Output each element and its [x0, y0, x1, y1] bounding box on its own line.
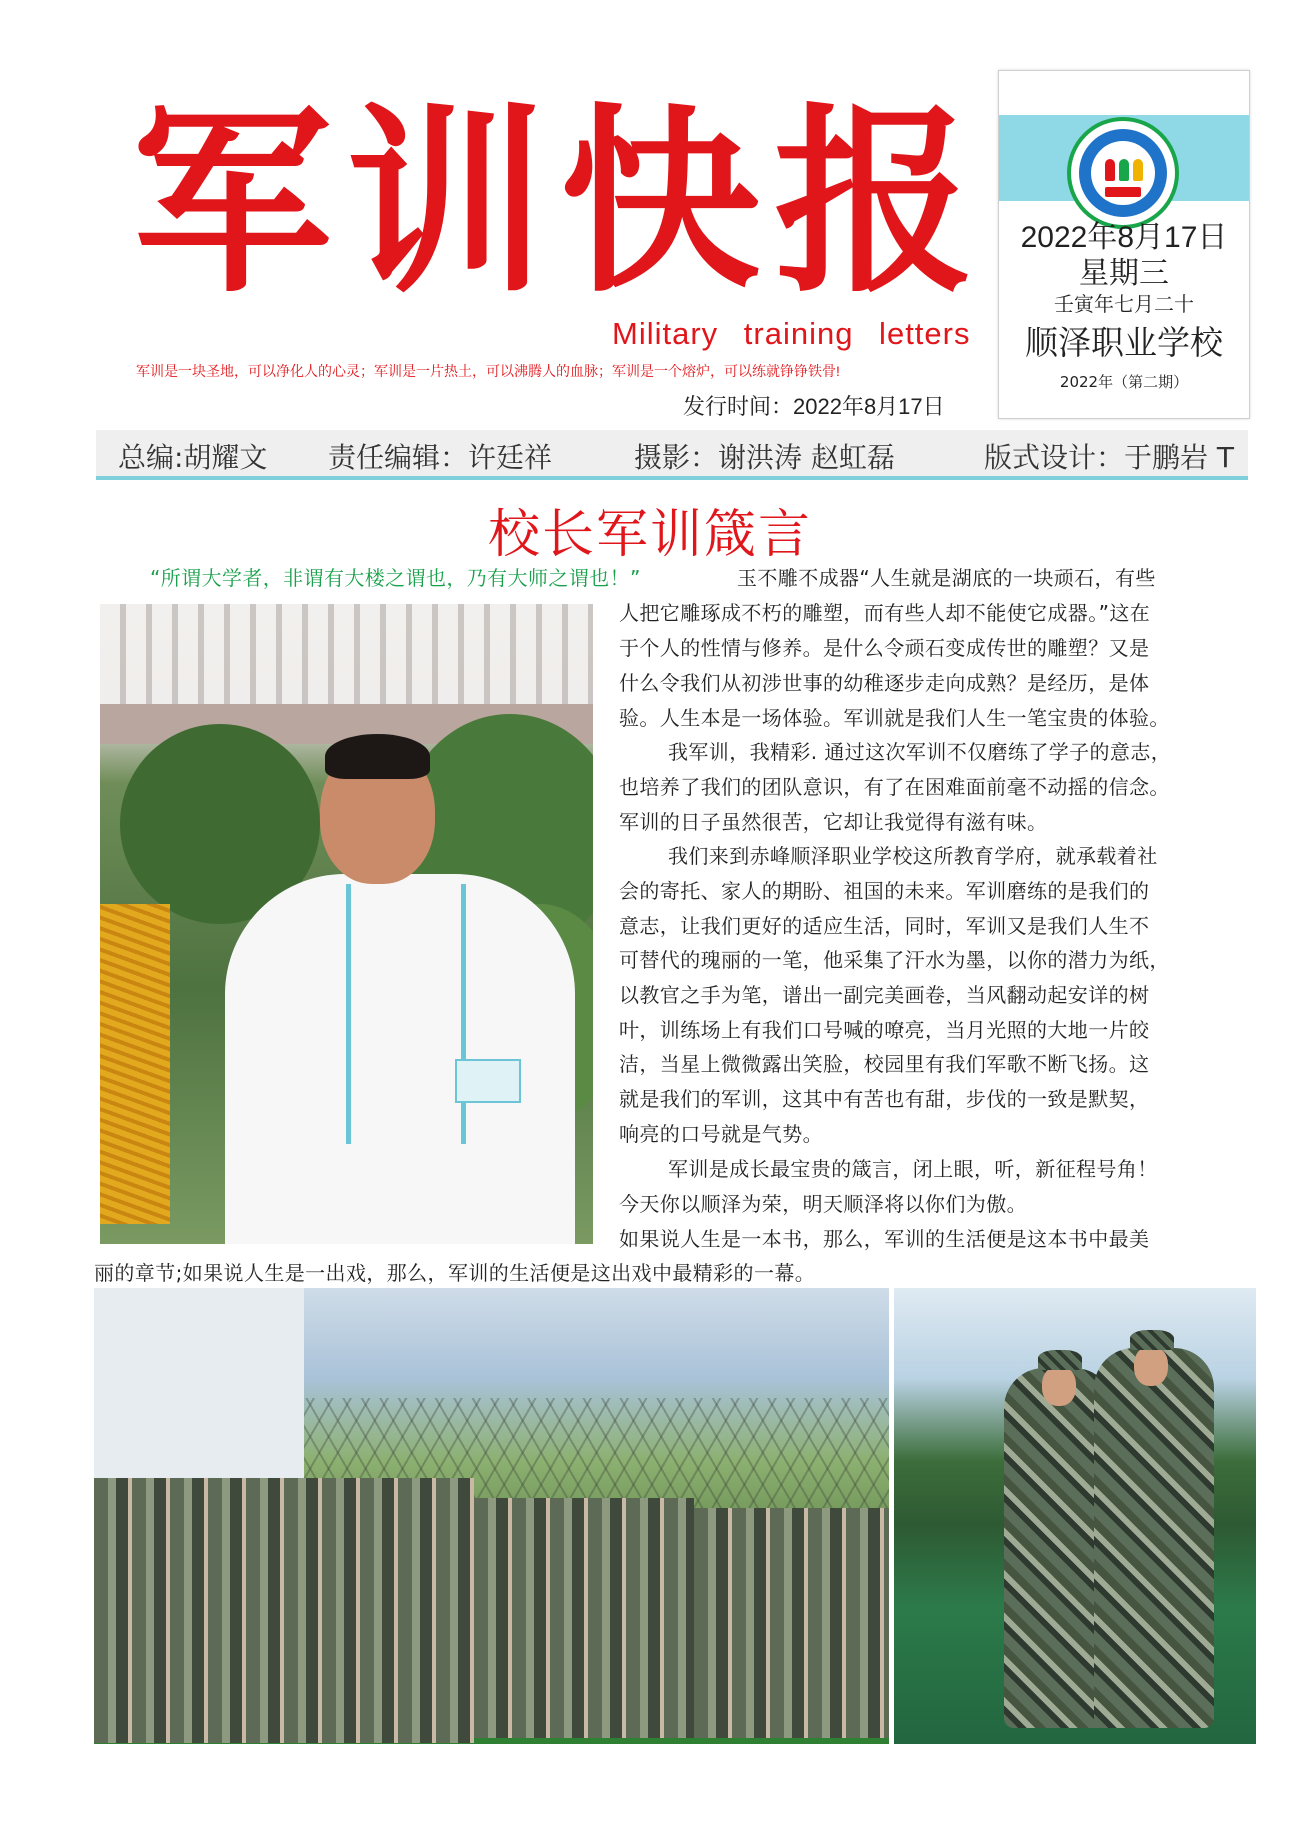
- credit-layout-design: 版式设计：于鹏岩 T: [984, 441, 1235, 474]
- article-line: 军训的日子虽然很苦，它却让我觉得有滋有味。: [619, 810, 1048, 834]
- credits-bar: [96, 430, 1248, 480]
- issue-weekday: 星期三: [1079, 256, 1169, 291]
- article-line: 也培养了我们的团队意识，有了在困难面前毫不动摇的信念。: [619, 775, 1170, 799]
- lunar-date: 壬寅年七月二十: [1054, 292, 1194, 316]
- article-line: 验。人生本是一场体验。军训就是我们人生一笔宝贵的体验。: [619, 706, 1170, 730]
- article-line: 以教官之手为笔，谱出一副完美画卷，当风翻动起安详的树: [619, 983, 1150, 1007]
- issue-time: 发行时间：2022年8月17日: [683, 394, 945, 419]
- newspaper-title: 军训快报: [132, 85, 989, 320]
- article-line: 军训是成长最宝贵的箴言，闭上眼，听，新征程号角！: [668, 1157, 1158, 1181]
- issue-info-box: [998, 70, 1250, 419]
- principal-photo: [100, 604, 593, 1244]
- article-headline: 校长军训箴言: [487, 505, 812, 565]
- article-line: 如果说人生是一本书，那么，军训的生活便是这本书中最美: [619, 1227, 1150, 1251]
- article-line: 于个人的性情与修养。是什么令顽石变成传世的雕塑？又是: [619, 636, 1150, 660]
- motto-line: 军训是一块圣地，可以净化人的心灵；军训是一片热土，可以沸腾人的血脉；军训是一个熔炉，可以练就铮铮铁骨!: [136, 363, 840, 379]
- article-line: 什么令我们从初涉世事的幼稚逐步走向成熟？是经历，是体: [619, 671, 1150, 695]
- article-line: 会的寄托、家人的期盼、祖国的未来。军训磨练的是我们的: [619, 879, 1150, 903]
- article-line: 意志，让我们更好的适应生活，同时，军训又是我们人生不: [619, 914, 1150, 938]
- article-line: 玉不雕不成器“人生就是湖底的一块顽石，有些: [737, 566, 1156, 590]
- quote-line: “所谓大学者，非谓有大楼之谓也，乃有大师之谓也！”: [150, 566, 641, 590]
- article-line: 就是我们的军训，这其中有苦也有甜，步伐的一致是默契，: [619, 1087, 1150, 1111]
- english-subtitle: Military training letters: [612, 316, 971, 351]
- credit-responsible-editor: 责任编辑：许廷祥: [328, 441, 553, 474]
- article-line: 我军训，我精彩. 通过这次军训不仅磨练了学子的意志，: [668, 740, 1172, 764]
- credit-editor-in-chief: 总编:胡耀文: [118, 441, 268, 474]
- article-line: 叶，训练场上有我们口号喊的嘹亮，当月光照的大地一片皎: [619, 1018, 1150, 1042]
- article-line: 我们来到赤峰顺泽职业学校这所教育学府，就承载着社: [668, 844, 1158, 868]
- article-line: 洁，当星上微微露出笑脸，校园里有我们军歌不断飞扬。这: [619, 1052, 1150, 1076]
- article-line: 可替代的瑰丽的一笔，他采集了汗水为墨，以你的潜力为纸，: [619, 948, 1170, 972]
- school-name: 顺泽职业学校: [1025, 323, 1223, 362]
- salute-photo: [894, 1288, 1256, 1744]
- article-line: 丽的章节;如果说人生是一出戏，那么，军训的生活便是这出戏中最精彩的一幕。: [94, 1261, 816, 1285]
- article-line: 人把它雕琢成不朽的雕塑，而有些人却不能使它成器。”这在: [619, 601, 1151, 625]
- issue-number: 2022年（第二期）: [1059, 373, 1189, 391]
- credit-photography: 摄影：谢洪涛 赵虹磊: [634, 441, 895, 474]
- formation-photo: [94, 1288, 889, 1744]
- article-line: 今天你以顺泽为荣，明天顺泽将以你们为傲。: [619, 1192, 1027, 1216]
- issue-date: 2022年8月17日: [1020, 221, 1228, 254]
- article-line: 响亮的口号就是气势。: [619, 1122, 823, 1146]
